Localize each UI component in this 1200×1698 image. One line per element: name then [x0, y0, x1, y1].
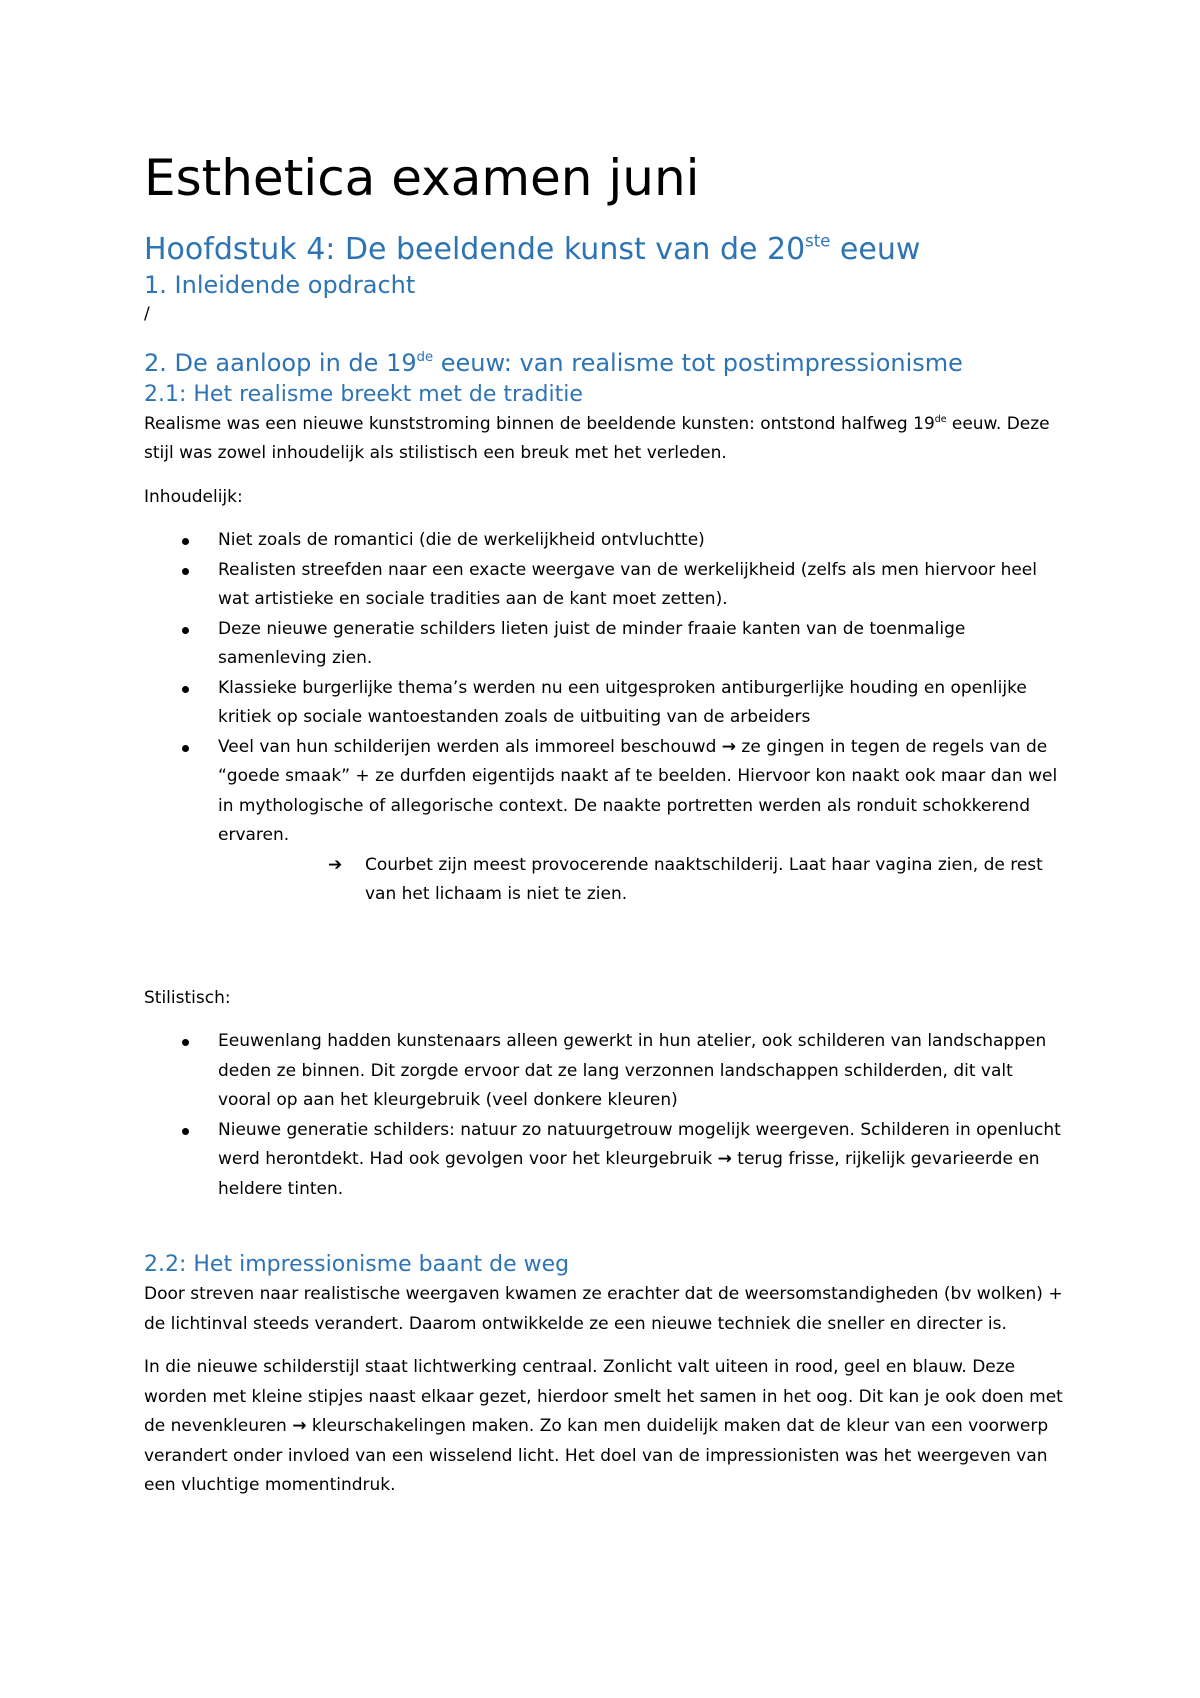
arrow-right-icon: → — [721, 736, 737, 757]
bullet-icon — [182, 568, 189, 575]
section-1-body: / — [144, 304, 150, 324]
list-item-text-a: Nieuwe generatie schilders: natuur zo natuurgetrouw mogelijk weergeven. Schilderen in openlucht werd herontdekt. Had ook gevolgen voor het kleurgebruik — [218, 1119, 1061, 1169]
bullet-icon — [182, 627, 189, 634]
intro-sup: de — [934, 413, 947, 425]
intro-text-b: eeuw. Deze stijl was zowel inhoudelijk als stilistisch een breuk met het verleden. — [144, 413, 1050, 463]
list-item — [144, 733, 1064, 851]
chapter-heading-text: Hoofdstuk 4: De beeldende kunst van de 20 — [144, 232, 806, 267]
section-2-heading-a: 2. De aanloop in de 19 — [144, 348, 417, 377]
section-2-1-intro — [144, 410, 1064, 469]
intro-text-a: Realisme was een nieuwe kunststroming binnen de beeldende kunsten: ontstond halfweg 19 — [144, 413, 935, 434]
list-item-text: Klassieke burgerlijke thema’s werden nu een uitgesproken antiburgerlijke houding en openlijke kritiek op sociale wantoestanden zoals de uitbuiting van de arbeiders — [218, 677, 1027, 727]
arrow-note-text: Courbet zijn meest provocerende naaktschilderij. Laat haar vagina zien, de rest van het lichaam is niet te zien. — [365, 854, 1043, 904]
section-2-2-paragraph-2 — [144, 1353, 1064, 1501]
list-item-text: Niet zoals de romantici (die de werkelijkheid ontvluchtte) — [218, 530, 705, 550]
arrow-note — [144, 851, 1064, 910]
list-item — [144, 674, 1064, 733]
arrow-right-icon: → — [717, 1149, 732, 1169]
chapter-heading-tail: eeuw — [830, 232, 921, 267]
stilistisch-label: Stilistisch: — [144, 987, 231, 1008]
section-2-1-heading: 2.1: Het realisme breekt met de traditie — [144, 381, 583, 407]
section-2-heading — [144, 348, 1064, 378]
bold-arrow-icon: ➔ — [328, 854, 343, 875]
chapter-heading-sup: ste — [805, 231, 831, 251]
list-item-text: Eeuwenlang hadden kunstenaars alleen gewerkt in hun atelier, ook schilderen van landschappen deden ze binnen. Dit zorgde ervoor dat ze lang verzonnen landschappen schilderden, dit valt vooral op aan het kleurgebruik (veel donkere kleuren) — [218, 1031, 1047, 1110]
bullet-icon — [182, 686, 189, 693]
spacer — [144, 1204, 1064, 1250]
chapter-heading — [144, 232, 1064, 268]
list-item — [144, 556, 1064, 615]
section-2-2-heading: 2.2: Het impressionisme baant de weg — [144, 1252, 570, 1277]
list-item-text: Deze nieuwe generatie schilders lieten juist de minder fraaie kanten van de toenmalige samenleving zien. — [218, 618, 966, 668]
section-2-heading-b: eeuw: van realisme tot postimpressionisme — [433, 348, 963, 377]
bullet-icon — [182, 1039, 189, 1046]
list-item-text-b: ze gingen in tegen de regels van de “goede smaak” + ze durfden eigentijds naakt af te beelden. Hiervoor kon naakt ook maar dan wel in mythologische of allegorische context. De naakte portretten werden als ronduit schokkerend ervaren. — [218, 736, 1058, 845]
paragraph-text-b: kleurschakelingen maken. Zo kan men duidelijk maken dat de kleur van een voorwerp verandert onder invloed van een wisselend licht. Het doel van de impressionisten was het weergeven van een vluchtige momentindruk. — [144, 1416, 1049, 1495]
list-item — [144, 526, 1064, 556]
list-item — [144, 1116, 1064, 1205]
stilistisch-list — [144, 1027, 1064, 1204]
bullet-icon — [182, 1128, 189, 1135]
section-1-heading: 1. Inleidende opdracht — [144, 271, 416, 299]
section-2-2-paragraph-1: Door streven naar realistische weergaven kwamen ze erachter dat de weersomstandigheden (bv wolken) + de lichtinval steeds verandert. Daarom ontwikkelde ze een nieuwe techniek die sneller en directer is. — [144, 1284, 1063, 1334]
list-item-text-a: Veel van hun schilderijen werden als immoreel beschouwd — [218, 736, 722, 757]
document-title: Esthetica examen juni — [144, 149, 700, 207]
section-2-heading-sup: de — [416, 349, 434, 365]
document-content — [144, 150, 1064, 1501]
paragraph-text-a: In die nieuwe schilderstijl staat lichtwerking centraal. Zonlicht valt uiteen in rood, geel en blauw. Deze worden met kleine stipjes naast elkaar gezet, hierdoor smelt het samen in het oog. Dit kan je ook doen met de nevenkleuren — [144, 1357, 1063, 1436]
list-item — [144, 1027, 1064, 1116]
list-item-text: Realisten streefden naar een exacte weergave van de werkelijkheid (zelfs als men hiervoor heel wat artistieke en sociale tradities aan de kant moet zetten). — [218, 559, 1037, 609]
inhoudelijk-label: Inhoudelijk: — [144, 486, 243, 507]
arrow-right-icon: → — [292, 1416, 307, 1436]
inhoudelijk-list — [144, 526, 1064, 851]
list-item — [144, 615, 1064, 674]
list-item-text-b: terug frisse, rijkelijk gevarieerde en heldere tinten. — [218, 1149, 1040, 1199]
bullet-icon — [182, 745, 189, 752]
bullet-icon — [182, 538, 189, 545]
spacer — [144, 910, 1064, 984]
